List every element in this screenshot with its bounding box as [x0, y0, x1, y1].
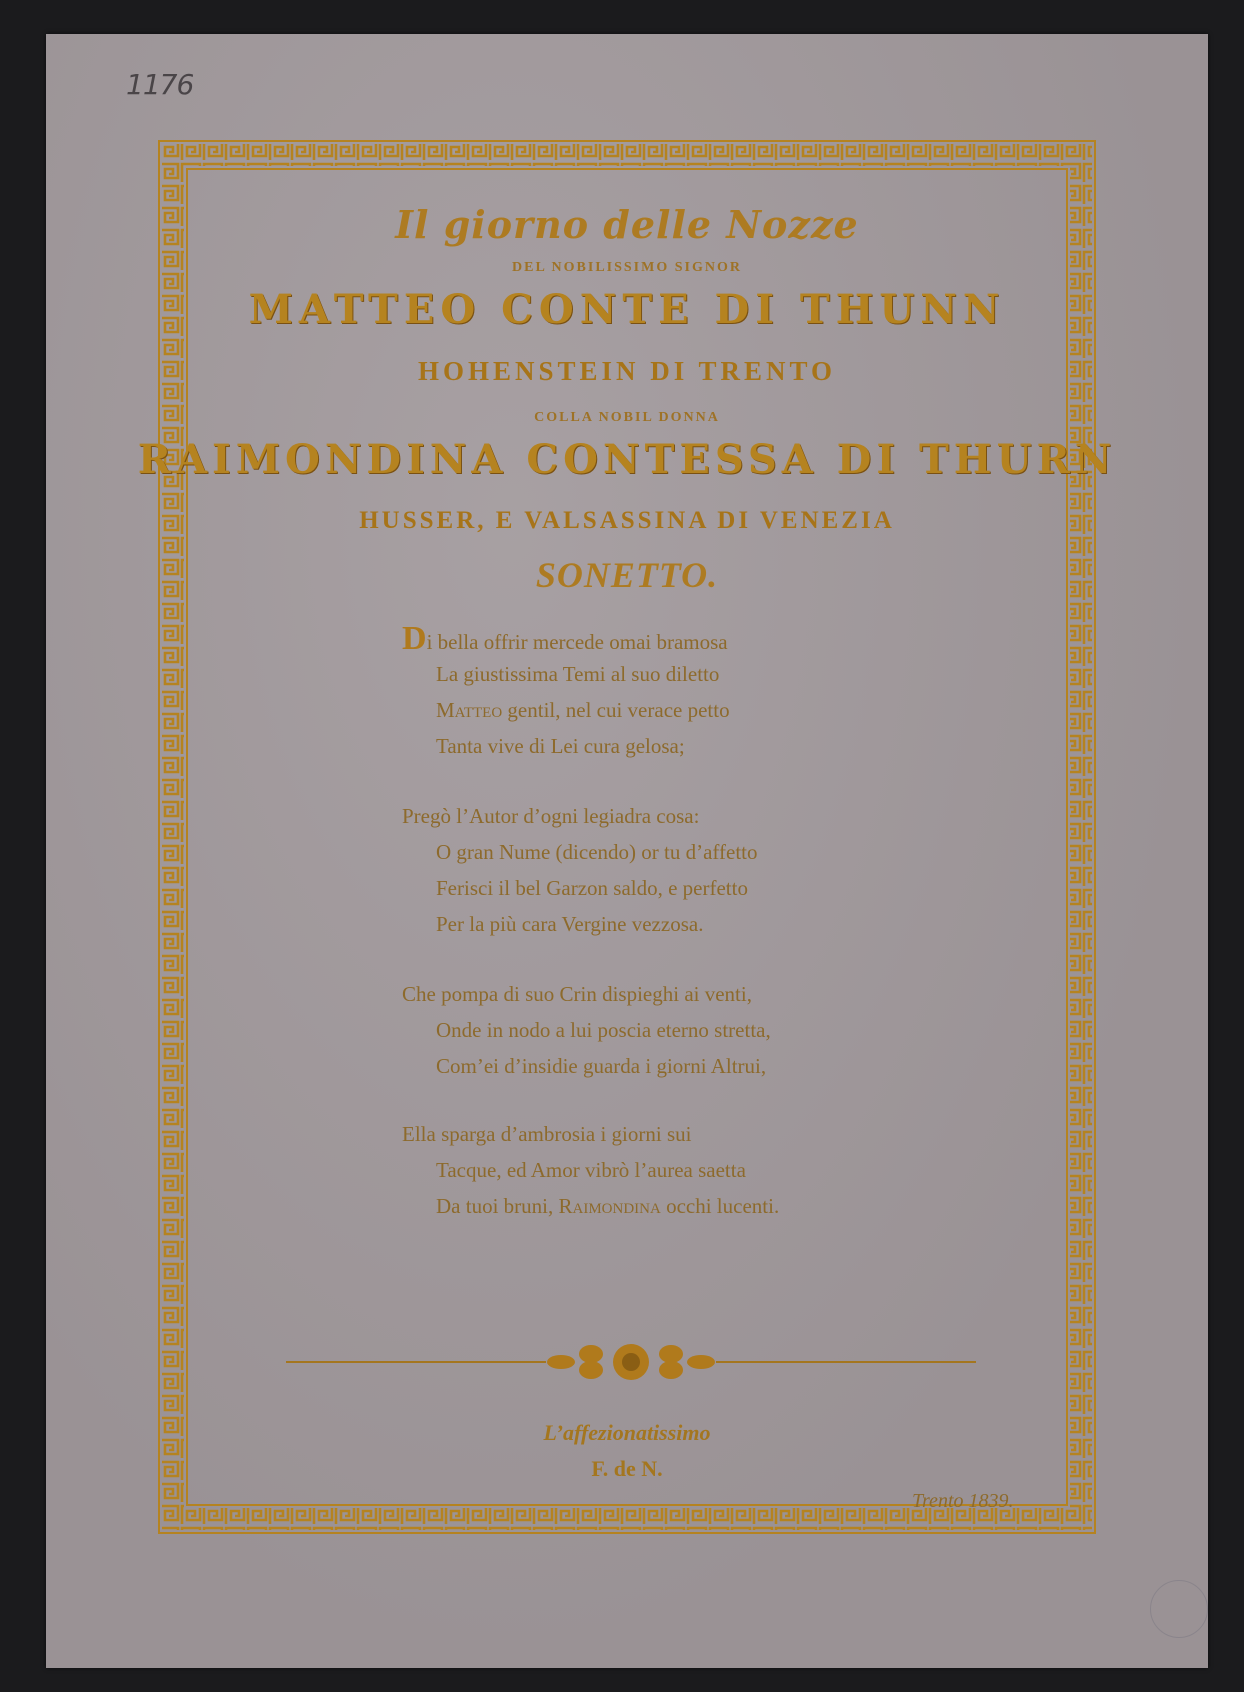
poem-line: Tanta vive di Lei cura gelosa; [436, 734, 685, 758]
signature-initials: F. de N. [591, 1456, 663, 1481]
poem-line: Tacque, ed Amor vibrò l’aurea saetta [436, 1158, 746, 1182]
place-date: Trento 1839. [912, 1490, 1014, 1512]
name-raimondina: Raimondina [558, 1194, 661, 1218]
poem-line-text: i bella offrir mercede omai bramosa [426, 630, 728, 654]
name-matteo: Matteo [436, 698, 503, 722]
poem-line [402, 622, 728, 656]
poem-line [436, 698, 730, 723]
poem-line: Onde in nodo a lui poscia eterno stretta, [436, 1018, 771, 1042]
faint-library-stamp [1150, 1580, 1208, 1638]
poem-line: Ella sparga d’ambrosia i giorni sui [402, 1122, 692, 1146]
heading-groom-name: MATTEO CONTE DI THUNN [248, 286, 1006, 333]
signature-closing: L’affezionatissimo [543, 1420, 711, 1445]
pencil-catalog-note: 1176 [126, 68, 194, 101]
drop-cap: D [402, 620, 427, 657]
poem-line: Com’ei d’insidie guarda i giorni Altrui, [436, 1054, 767, 1078]
floral-divider-ornament [286, 1332, 976, 1392]
heading-bride-house: HUSSER, E VALSASSINA DI VENEZIA [359, 507, 895, 534]
heading-groom-house: HOHENSTEIN DI TRENTO [417, 356, 837, 386]
heading-colla-nobil: COLLA NOBIL DONNA [534, 410, 720, 425]
poem-line: O gran Nume (dicendo) or tu d’affetto [436, 840, 758, 864]
poem-line: La giustissima Temi al suo diletto [436, 662, 720, 686]
greek-key-border [158, 140, 1096, 1534]
poem-line-text: gentil, nel cui verace petto [502, 698, 730, 722]
poem-line: Pregò l’Autor d’ogni legiadra cosa: [402, 804, 700, 828]
poem-line: Che pompa di suo Crin dispieghi ai venti, [402, 982, 752, 1006]
heading-wedding-day: Il giorno delle Nozze [395, 202, 859, 247]
heading-bride-name: RAIMONDINA CONTESSA DI THURN [137, 436, 1117, 483]
poem-line-text: occhi lucenti. [660, 1194, 780, 1218]
poem-line [436, 1194, 779, 1219]
poem-line: Per la più cara Vergine vezzosa. [436, 912, 704, 936]
heading-nobilissimo: DEL NOBILISSIMO SIGNOR [512, 260, 742, 275]
heading-sonetto: SONETTO. [535, 555, 719, 595]
poem-line-text: Da tuoi bruni, [436, 1194, 559, 1218]
document-sheet [46, 34, 1208, 1668]
poem-line: Ferisci il bel Garzon saldo, e perfetto [436, 876, 748, 900]
